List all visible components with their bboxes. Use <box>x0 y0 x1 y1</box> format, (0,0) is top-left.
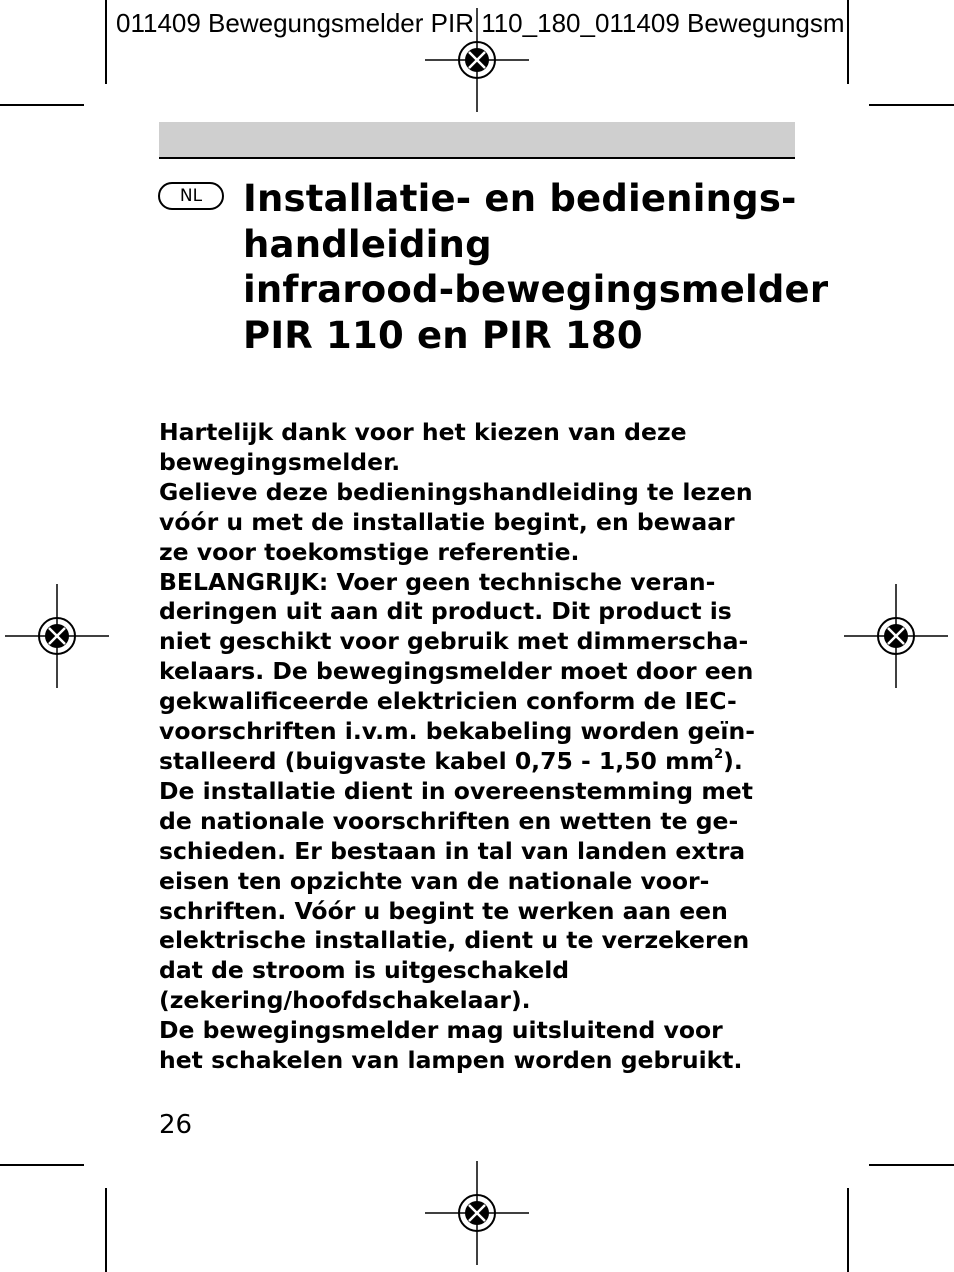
title-line: Installatie- en bedienings- <box>243 177 797 220</box>
body-line: gekwalificeerde elektricien conform de IEC- <box>159 687 737 716</box>
body-line: elektrische installatie, dient u te verzekeren <box>159 926 750 955</box>
body-line: dat de stroom is uitgeschakeld <box>159 956 570 985</box>
registration-crosshair-icon <box>844 584 948 688</box>
body-line: Hartelijk dank voor het kiezen van deze <box>159 418 687 446</box>
body-line: schriften. Vóór u begint te werken aan een <box>159 896 728 925</box>
page-title <box>243 176 843 358</box>
registration-crosshair-icon <box>5 584 109 688</box>
body-line: voorschriften i.v.m. bekabeling worden geïn- <box>159 717 755 746</box>
body-line: de nationale voorschriften en wetten te ge- <box>159 806 739 835</box>
body-text <box>159 418 819 1076</box>
body-line: kelaars. De bewegingsmelder moet door een <box>159 657 754 686</box>
body-line: schieden. Er bestaan in tal van landen extra <box>159 836 746 865</box>
body-line: bewegingsmelder. <box>159 447 401 476</box>
title-line: handleiding <box>243 222 492 266</box>
crop-mark <box>105 0 107 84</box>
crop-mark <box>0 1164 84 1166</box>
body-line: eisen ten opzichte van de nationale voor- <box>159 866 710 895</box>
page-number: 26 <box>159 1110 193 1140</box>
body-line-cable <box>159 747 819 777</box>
body-line: De installatie dient in overeenstemming met <box>159 776 753 805</box>
cable-superscript: 2 <box>714 746 724 762</box>
title-line: PIR 110 en PIR 180 <box>243 313 643 357</box>
title-line: infrarood-bewegingsmelder <box>243 268 829 311</box>
body-line: niet geschikt voor gebruik met dimmerscha- <box>159 627 749 656</box>
cable-line-end: ). <box>723 746 743 775</box>
body-line: het schakelen van lampen worden gebruikt. <box>159 1046 743 1075</box>
body-line: (zekering/hoofdschakelaar). <box>159 986 531 1015</box>
body-line: BELANGRIJK: Voer geen technische veran- <box>159 567 716 596</box>
crop-mark <box>105 1188 107 1272</box>
registration-crosshair-icon <box>425 1161 529 1265</box>
crop-mark <box>869 1164 954 1166</box>
language-badge: NL <box>158 182 224 210</box>
body-line: De bewegingsmelder mag uitsluitend voor <box>159 1016 723 1045</box>
crop-mark <box>869 104 954 106</box>
header-bar <box>159 122 795 158</box>
crop-mark <box>847 0 849 84</box>
crop-mark <box>0 104 84 106</box>
crop-mark <box>847 1188 849 1272</box>
body-line: ze voor toekomstige referentie. <box>159 537 580 566</box>
print-slug: 011409 Bewegungsmelder PIR 110_180_011409 Bewegungsm <box>116 8 845 38</box>
cable-spec-text: stalleerd (buigvaste kabel 0,75 - 1,50 mm <box>159 746 715 775</box>
header-rule <box>159 157 795 159</box>
body-line: Gelieve deze bedieningshandleiding te lezen <box>159 477 753 506</box>
body-line: deringen uit aan dit product. Dit product is <box>159 597 732 626</box>
body-line: vóór u met de installatie begint, en bewaar <box>159 507 735 536</box>
registration-crosshair-icon <box>425 8 529 112</box>
